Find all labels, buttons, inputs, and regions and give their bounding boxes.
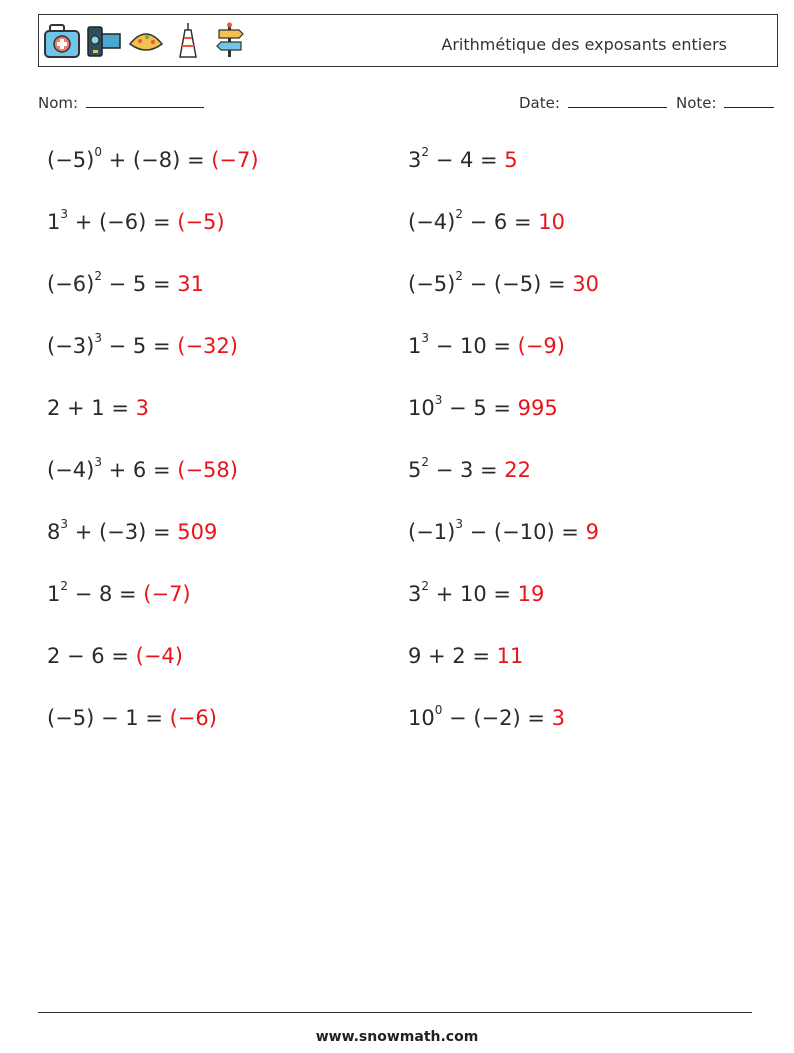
worksheet-title: Arithmétique des exposants entiers [441, 35, 727, 54]
note-label: Note: [676, 94, 717, 112]
problem-base: (−1) [408, 520, 456, 544]
problem-base: 3 [408, 148, 422, 172]
problem-exponent: 3 [94, 455, 102, 469]
problem-expression: − 3 = [429, 458, 505, 482]
problem-expression: − 8 = [68, 582, 144, 606]
problem-answer: 5 [504, 148, 518, 172]
first-aid-kit-icon [43, 20, 81, 62]
problem-answer: (−58) [177, 458, 238, 482]
signpost-icon [211, 20, 249, 62]
name-blank-line [86, 93, 204, 108]
problem-item [408, 644, 523, 668]
problem-item [408, 207, 565, 234]
problem-answer: (−4) [135, 644, 183, 668]
problem-answer: (−6) [169, 706, 217, 730]
problem-base: 10 [408, 706, 435, 730]
problem-expression: − 5 = [101, 272, 178, 296]
problem-base: 3 [408, 582, 422, 606]
problem-answer: 9 [585, 520, 599, 544]
problem-exponent: 2 [455, 207, 463, 221]
problem-answer: (−7) [211, 148, 259, 172]
problem-base: 2 + 1 = [47, 396, 136, 420]
problem-expression: + (−6) = [68, 210, 178, 234]
problem-item [408, 517, 599, 544]
problem-base: 8 [47, 520, 61, 544]
problem-expression: − 4 = [429, 148, 505, 172]
problem-answer: 30 [572, 272, 599, 296]
problem-item [47, 644, 183, 668]
problem-exponent: 3 [60, 207, 69, 221]
problem-answer: 31 [177, 272, 204, 296]
date-blank-line [568, 93, 667, 108]
problem-exponent: 2 [421, 579, 430, 593]
problem-item [47, 207, 225, 234]
header-icons [43, 20, 249, 62]
problem-base: (−4) [408, 210, 456, 234]
problem-base: (−6) [47, 272, 95, 296]
date-field [519, 93, 667, 112]
problem-answer: 509 [177, 520, 218, 544]
problem-expression: + 10 = [429, 582, 518, 606]
problem-expression: − 6 = [462, 210, 539, 234]
problem-answer: 10 [538, 210, 565, 234]
problem-answer: 11 [496, 644, 524, 668]
problem-base: 9 + 2 = [408, 644, 497, 668]
date-label: Date: [519, 94, 560, 112]
problem-base: (−5) [47, 148, 95, 172]
problem-base: 1 [408, 334, 422, 358]
problem-exponent: 2 [94, 269, 102, 283]
problem-base: (−5) [408, 272, 456, 296]
problem-item [47, 331, 238, 358]
problem-item [408, 455, 532, 482]
problem-item [408, 269, 599, 296]
problem-base: (−3) [47, 334, 95, 358]
problem-item [408, 145, 518, 172]
video-camera-icon [85, 20, 123, 62]
problem-base: 1 [47, 582, 61, 606]
problem-exponent: 3 [60, 517, 69, 531]
footer-divider [38, 1012, 752, 1013]
problem-base: 1 [47, 210, 61, 234]
problem-exponent: 3 [434, 393, 443, 407]
problem-item [47, 145, 259, 172]
problem-expression: − 5 = [442, 396, 518, 420]
problem-exponent: 0 [94, 145, 102, 159]
problem-answer: 3 [135, 396, 149, 420]
problem-expression: − 10 = [429, 334, 518, 358]
problem-exponent: 2 [455, 269, 463, 283]
problem-base: 10 [408, 396, 435, 420]
eiffel-tower-icon [169, 20, 207, 62]
problem-item [408, 703, 565, 730]
problem-item [47, 579, 191, 606]
problem-exponent: 2 [421, 145, 430, 159]
problem-exponent: 3 [94, 331, 102, 345]
header-box [38, 14, 778, 67]
name-field [38, 93, 204, 112]
problem-answer: (−9) [517, 334, 565, 358]
footer-url: www.snowmath.com [315, 1029, 479, 1045]
problem-exponent: 2 [60, 579, 69, 593]
problem-base: (−5) − 1 = [47, 706, 170, 730]
problem-exponent: 2 [421, 455, 430, 469]
problem-answer: 995 [517, 396, 558, 420]
taco-icon [127, 20, 165, 62]
problem-expression: − 5 = [101, 334, 178, 358]
problem-item [47, 269, 204, 296]
name-label: Nom: [38, 94, 79, 112]
problem-expression: + 6 = [101, 458, 178, 482]
problem-item [47, 706, 217, 730]
problem-answer: (−7) [143, 582, 191, 606]
problem-base: (−4) [47, 458, 95, 482]
problem-expression: − (−5) = [462, 272, 573, 296]
problem-answer: (−32) [177, 334, 238, 358]
problem-answer: 22 [504, 458, 532, 482]
problem-exponent: 0 [434, 703, 443, 717]
problem-answer: (−5) [177, 210, 225, 234]
problem-item [408, 331, 565, 358]
problem-base: 2 − 6 = [47, 644, 136, 668]
problem-expression: − (−2) = [442, 706, 552, 730]
problem-expression: − (−10) = [462, 520, 586, 544]
note-field [676, 93, 774, 112]
problem-exponent: 3 [455, 517, 463, 531]
note-blank-line [724, 93, 774, 108]
problem-answer: 19 [517, 582, 545, 606]
problem-answer: 3 [551, 706, 565, 730]
problem-base: 5 [408, 458, 422, 482]
problem-expression: + (−3) = [68, 520, 178, 544]
problem-item [47, 396, 149, 420]
problem-item [47, 455, 238, 482]
problem-exponent: 3 [421, 331, 430, 345]
problem-item [47, 517, 218, 544]
problem-expression: + (−8) = [101, 148, 212, 172]
problem-item [408, 393, 558, 420]
problem-item [408, 579, 545, 606]
